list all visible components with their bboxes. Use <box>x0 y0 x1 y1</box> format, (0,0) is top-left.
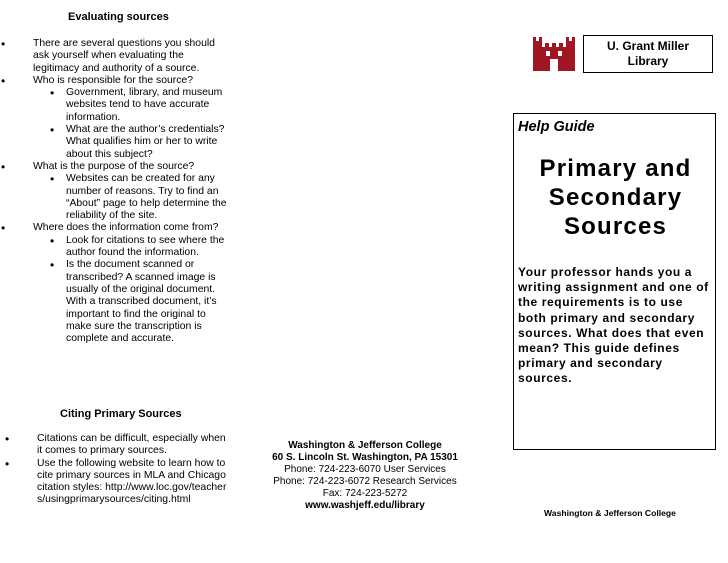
evaluating-sources-list <box>0 38 230 345</box>
list-item-text: Where does the information come from? <box>33 222 219 234</box>
guide-intro-text: Your professor hands you a writing assignment and one of the requirements is to use both primary and secondary sources. What does that even mean? This guide defines primary and secondary sources. <box>518 265 709 386</box>
list-item-text: Citations can be difficult, especially when it comes to primary sources. <box>37 433 226 457</box>
phone-research-services: Phone: 724-223-6072 Research Services <box>273 476 457 487</box>
sub-list-item-text: Look for citations to see where the author found the information. <box>66 234 225 259</box>
sub-list-item <box>0 259 230 345</box>
sub-list-item <box>0 124 230 161</box>
list-item-text: What is the purpose of the source? <box>33 160 195 172</box>
sub-list-item <box>0 235 230 260</box>
sub-list-item-text: Websites can be created for any number of reasons. Try to find an “About” page to help determine the reliability of the site. <box>66 173 227 222</box>
college-footer: Washington & Jefferson College <box>544 508 676 518</box>
college-address: 60 S. Lincoln St. Washington, PA 15301 <box>272 452 458 463</box>
guide-title-line-2: Secondary <box>548 184 683 211</box>
citing-primary-sources-heading: Citing Primary Sources <box>60 408 182 420</box>
logo-line-2: Library <box>627 54 669 68</box>
sub-list-item <box>0 87 230 124</box>
logo-line-1: U. Grant Miller <box>606 39 689 53</box>
list-item <box>0 75 230 87</box>
phone-user-services: Phone: 724-223-6070 User Services <box>284 464 446 475</box>
list-item-text: Use the following website to learn how to cite primary sources in MLA and Chicago citation styles: http://www.loc.gov/teachers/usingprimarysources/citing.html <box>37 457 227 506</box>
logo-text-box <box>583 35 713 73</box>
list-item <box>0 161 230 173</box>
sub-list-item-text: Is the document scanned or transcribed? A scanned image is usually of the original document. With a transcribed document, it’s important to find the original to make sure the transcription is complete and accurate. <box>66 259 217 345</box>
castle-icon <box>531 35 577 73</box>
list-item <box>0 38 230 75</box>
list-item <box>0 458 228 507</box>
sub-list-item <box>0 173 230 222</box>
guide-title <box>514 154 717 241</box>
library-website-link[interactable]: www.washjeff.edu/library <box>305 500 425 511</box>
college-contact-block <box>250 440 480 512</box>
guide-title-line-3: Sources <box>563 213 668 240</box>
list-item-text: Who is responsible for the source? <box>33 74 193 86</box>
college-name: Washington & Jefferson College <box>288 440 442 451</box>
sub-list-item-text: What are the author’s credentials? What qualifies him or her to write about this subject? <box>66 124 225 160</box>
evaluating-sources-heading: Evaluating sources <box>68 11 169 23</box>
list-item <box>0 222 230 234</box>
citing-sources-list <box>0 433 228 507</box>
guide-title-line-1: Primary and <box>539 155 692 182</box>
guide-cover-box <box>513 113 716 450</box>
library-logo <box>531 33 714 78</box>
help-guide-label: Help Guide <box>518 119 595 135</box>
list-item-text: There are several questions you should ask yourself when evaluating the legitimacy and authority of a source. <box>33 38 215 74</box>
fax-number: Fax: 724-223-5272 <box>322 488 408 499</box>
list-item <box>0 433 228 458</box>
sub-list-item-text: Government, library, and museum websites tend to have accurate information. <box>66 87 223 123</box>
